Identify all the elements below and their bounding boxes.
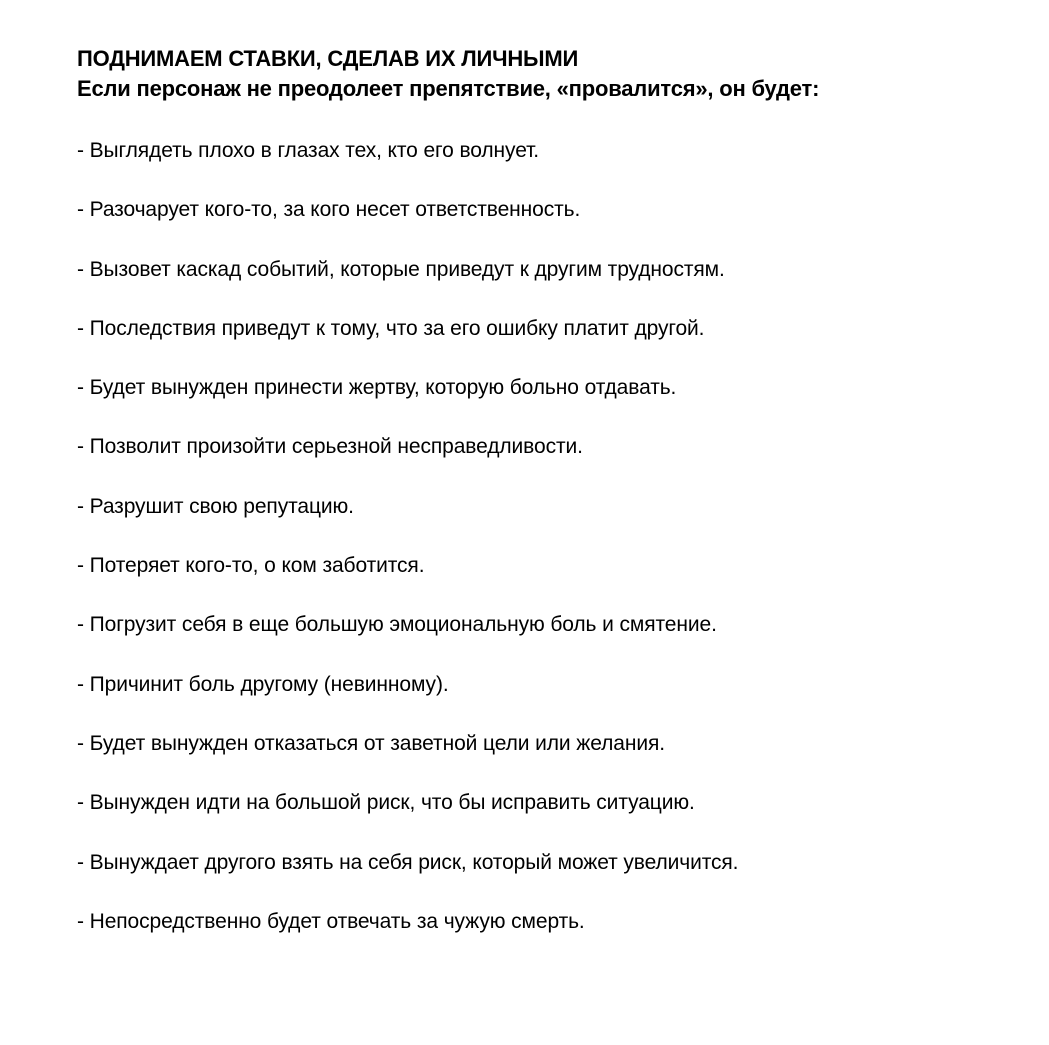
- document: [77, 44, 1017, 933]
- list-item: - Разрушит свою репутацию.: [77, 494, 354, 518]
- list-item: - Разочарует кого-то, за кого несет ответственность.: [77, 198, 581, 222]
- list-item: - Последствия приведут к тому, что за его ошибку платит другой.: [77, 316, 705, 340]
- list-item: - Вынужден идти на большой риск, что бы исправить ситуацию.: [77, 791, 695, 815]
- document-title: ПОДНИМАЕМ СТАВКИ, СДЕЛАВ ИХ ЛИЧНЫМИ: [77, 46, 579, 71]
- list-item: - Вызовет каскад событий, которые приведут к другим трудностям.: [77, 257, 725, 281]
- consequences-list: [77, 136, 738, 966]
- list-item: - Будет вынужден отказаться от заветной цели или желания.: [77, 731, 665, 755]
- list-item: - Потеряет кого-то, о ком заботится.: [77, 554, 425, 578]
- list-item: - Будет вынужден принести жертву, которую больно отдавать.: [77, 376, 677, 400]
- document-subtitle: Если персонаж не преодолеет препятствие, «провалится», он будет:: [77, 76, 820, 101]
- list-item: - Выглядеть плохо в глазах тех, кто его волнует.: [77, 139, 540, 162]
- list-item: - Непосредственно будет отвечать за чужую смерть.: [77, 909, 585, 933]
- list-item: - Погрузит себя в еще большую эмоциональную боль и смятение.: [77, 613, 717, 637]
- list-item: - Вынуждает другого взять на себя риск, который может увеличится.: [77, 850, 739, 874]
- list-item: - Причинит боль другому (невинному).: [77, 672, 449, 696]
- list-item: - Позволит произойти серьезной несправедливости.: [77, 435, 583, 459]
